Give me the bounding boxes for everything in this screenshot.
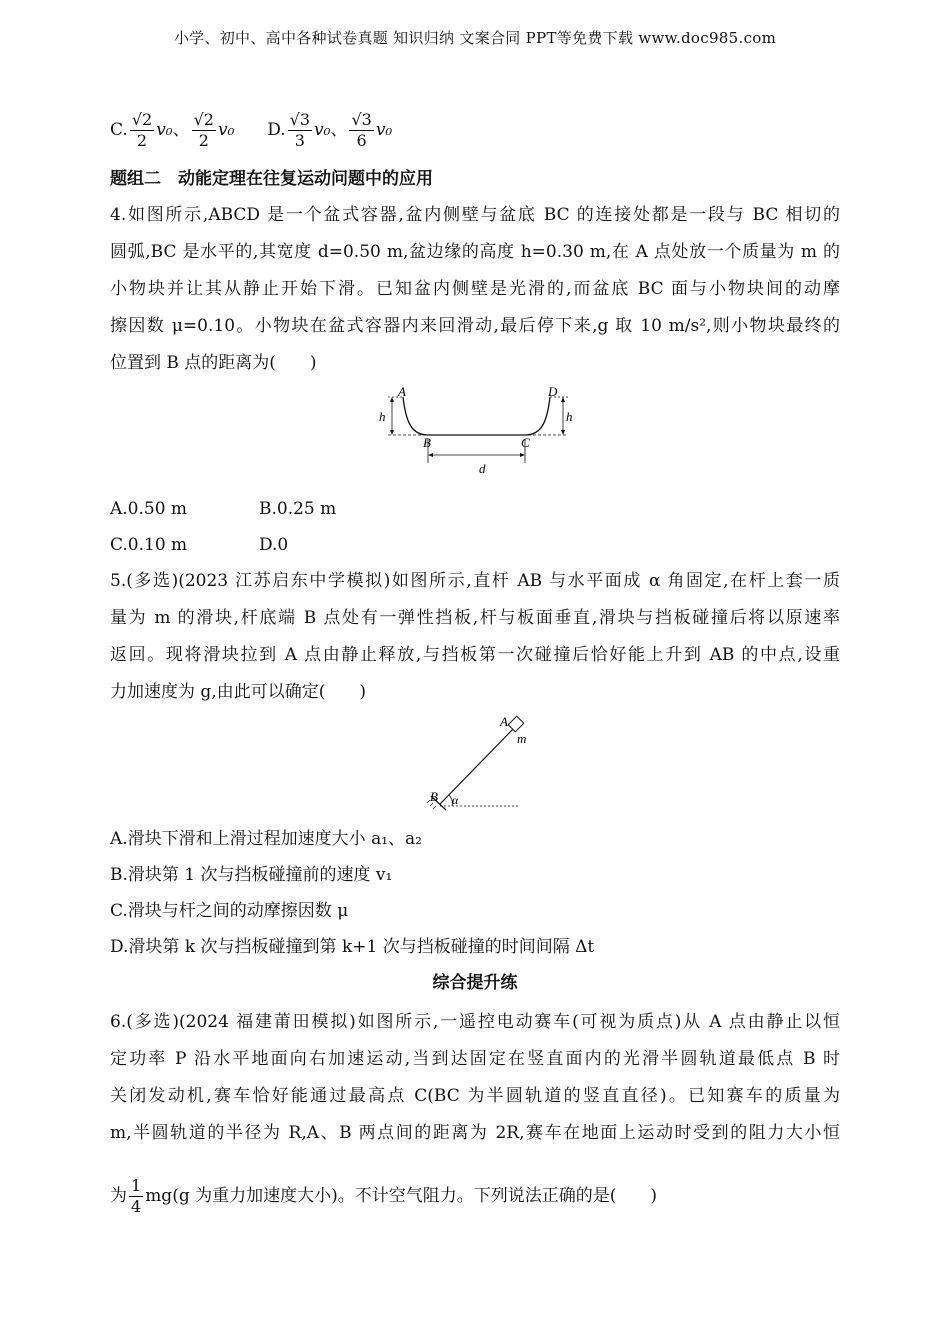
label-a: A bbox=[500, 714, 508, 729]
section-title-3: 综合提升练 bbox=[432, 973, 518, 993]
label-d: D bbox=[548, 384, 558, 399]
q4-line-4: 擦因数 μ=0.10。小物块在盆式容器内来回滑动,最后停下来,g 取 10 m/s²,则小物块最终的 bbox=[110, 316, 840, 336]
label-b: B bbox=[423, 435, 431, 450]
q5-option-b: B.滑块第 1 次与挡板碰撞前的速度 v₁ bbox=[110, 865, 393, 885]
q4-option-d: D.0 bbox=[259, 535, 289, 555]
q3-c-fraction-1: $\frac{√2}{2}$ bbox=[131, 110, 153, 150]
q4-line-2: 圆弧,BC 是水平的,其宽度 d=0.50 m,盆边缘的高度 h=0.30 m,在 A 点处放一个质量为 m 的 bbox=[110, 242, 840, 262]
q4-basin-figure bbox=[370, 383, 590, 478]
q4-line-5: 位置到 B 点的距离为( ) bbox=[110, 353, 317, 373]
section-title-2: 题组二 动能定理在往复运动问题中的应用 bbox=[110, 169, 433, 189]
label-c: C bbox=[521, 435, 530, 450]
q4-line-3: 小物块并让其从静止开始下滑。已知盆内侧壁是光滑的,而盆底 BC 面与小物块间的动摩 bbox=[110, 279, 840, 299]
q5-line-3: 返回。现将滑块拉到 A 点由静止释放,与挡板第一次碰撞后恰好能上升到 AB 的中点,设重 bbox=[110, 645, 840, 665]
label-b: B bbox=[430, 789, 438, 804]
slider-block bbox=[508, 716, 524, 732]
q3-c-fraction-2: $\frac{√2}{2}$ bbox=[193, 110, 214, 150]
q5-line-1: 5.(多选)(2023 江苏启东中学模拟)如图所示,直杆 AB 与水平面成 α 角固定,在杆上套一质 bbox=[110, 571, 840, 591]
q6-line-1: 6.(多选)(2024 福建莆田模拟)如图所示,一遥控电动赛车(可视为质点)从 A 点由静止以恒 bbox=[110, 1012, 840, 1032]
q5-option-a: A.滑块下滑和上滑过程加速度大小 a₁、a₂ bbox=[110, 829, 422, 849]
q3-options-row: C. $\frac{√2}{2}$ v₀、 $\frac{√2}{2}$ v₀ D. $\frac{√3}{3}$ v₀、 $\frac{√3}{6}$ v₀ bbox=[110, 110, 393, 150]
label-h-right: h bbox=[566, 409, 573, 424]
q6-fraction-quarter: $\frac{1}{4}$ bbox=[131, 1176, 142, 1216]
q6-line-3: 关闭发动机,赛车恰好能通过最高点 C(BC 为半圆轨道的竖直直径)。已知赛车的质量为 bbox=[110, 1086, 840, 1106]
q6-line-5: 为 $\frac{1}{4}$ mg(g 为重力加速度大小)。不计空气阻力。下列说法正确的是( ) bbox=[110, 1176, 658, 1216]
q5-option-c: C.滑块与杆之间的动摩擦因数 μ bbox=[110, 901, 349, 921]
label-d-width: d bbox=[479, 461, 486, 476]
q3-d-fraction-2: $\frac{√3}{6}$ bbox=[351, 110, 372, 150]
q4-line-1: 4.如图所示,ABCD 是一个盆式容器,盆内侧壁与盆底 BC 的连接处都是一段与 BC 相切的 bbox=[110, 205, 840, 225]
q6-line-2: 定功率 P 沿水平地面向右加速运动,当到达固定在竖直面内的光滑半圆轨道最低点 B 时 bbox=[110, 1049, 840, 1069]
q4-option-a: A.0.50 m bbox=[110, 499, 188, 519]
q4-option-b: B.0.25 m bbox=[259, 499, 337, 519]
label-a: A bbox=[398, 384, 406, 399]
q4-option-c: C.0.10 m bbox=[110, 535, 188, 555]
q5-rod-figure bbox=[418, 712, 528, 812]
q3-option-c-label: C. bbox=[110, 120, 128, 140]
q3-option-d-label: D. bbox=[267, 120, 286, 140]
basin-profile bbox=[403, 397, 550, 435]
label-m: m bbox=[517, 731, 527, 746]
page-header: 小学、初中、高中各种试卷真题 知识归纳 文案合同 PPT等免费下载 www.doc985.com bbox=[173, 29, 777, 47]
label-alpha: α bbox=[452, 793, 459, 807]
label-h-left: h bbox=[379, 409, 386, 424]
q3-d-fraction-1: $\frac{√3}{3}$ bbox=[289, 110, 311, 150]
q5-option-d: D.滑块第 k 次与挡板碰撞到第 k+1 次与挡板碰撞的时间间隔 Δt bbox=[110, 937, 595, 957]
q5-line-4: 力加速度为 g,由此可以确定( ) bbox=[110, 682, 366, 702]
q5-line-2: 量为 m 的滑块,杆底端 B 点处有一弹性挡板,杆与板面垂直,滑块与挡板碰撞后将以原速率 bbox=[110, 608, 840, 628]
q6-line-4: m,半圆轨道的半径为 R,A、B 两点间的距离为 2R,赛车在地面上运动时受到的阻力大小恒 bbox=[110, 1123, 840, 1143]
